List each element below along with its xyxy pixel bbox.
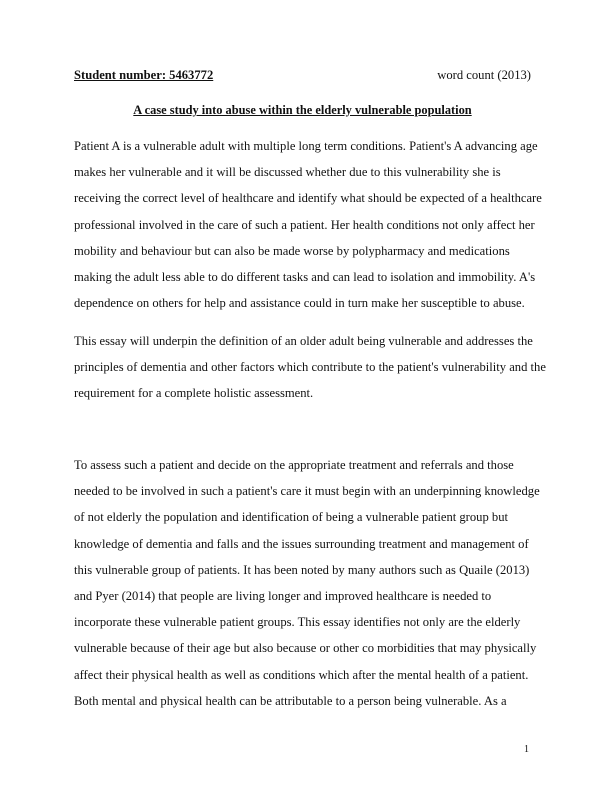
- text-line: mobility and behaviour but can also be made worse by polypharmacy and medications: [74, 243, 510, 258]
- student-number: Student number: 5463772: [74, 68, 214, 82]
- text-line: Both mental and physical health can be attributable to a person being vulnerable. As a: [74, 693, 507, 708]
- text-line: dependence on others for help and assistance could in turn make her susceptible to abuse.: [74, 296, 525, 311]
- page-header: [74, 66, 531, 84]
- text-line: makes her vulnerable and it will be discussed whether due to this vulnerability she is: [74, 165, 501, 180]
- text-line: To assess such a patient and decide on the appropriate treatment and referrals and those: [74, 458, 514, 472]
- paragraph-3: [74, 452, 540, 714]
- word-count: word count (2013): [437, 68, 531, 82]
- page-number: 1: [524, 744, 529, 755]
- text-line: vulnerable because of their age but also because or other co morbidities that may physically: [74, 641, 537, 656]
- text-line: This essay will underpin the definition of an older adult being vulnerable and addresses the: [74, 334, 533, 348]
- text-line: needed to be involved in such a patient's care it must begin with an underpinning knowledge: [74, 484, 540, 499]
- text-line: Patient A is a vulnerable adult with multiple long term conditions. Patient's A advancing age: [74, 139, 538, 153]
- text-line: incorporate these vulnerable patient groups. This essay identifies not only are the elderly: [74, 615, 521, 630]
- paragraph-1: [74, 133, 542, 316]
- text-line: this vulnerable group of patients. It has been noted by many authors such as Quaile (2013): [74, 562, 530, 577]
- text-line: of not elderly the population and identification of being a vulnerable patient group but: [74, 510, 509, 525]
- text-line: principles of dementia and other factors which contribute to the patient's vulnerability and the: [74, 360, 546, 375]
- text-line: receiving the correct level of healthcare and identify what should be expected of a healthcare: [74, 191, 542, 206]
- text-line: professional involved in the care of such a patient. Her health conditions not only affect her: [74, 217, 535, 232]
- text-line: affect their physical health as well as conditions which after the mental health of a patient.: [74, 667, 529, 682]
- text-line: requirement for a complete holistic assessment.: [74, 386, 314, 401]
- text-line: knowledge of dementia and falls and the issues surrounding treatment and management of: [74, 536, 529, 551]
- paragraph-2: [74, 328, 546, 407]
- text-line: and Pyer (2014) that people are living longer and improved healthcare is needed to: [74, 589, 492, 604]
- essay-title: A case study into abuse within the elderly vulnerable population: [133, 103, 472, 117]
- text-line: making the adult less able to do different tasks and can lead to isolation and immobility. A's: [74, 270, 536, 285]
